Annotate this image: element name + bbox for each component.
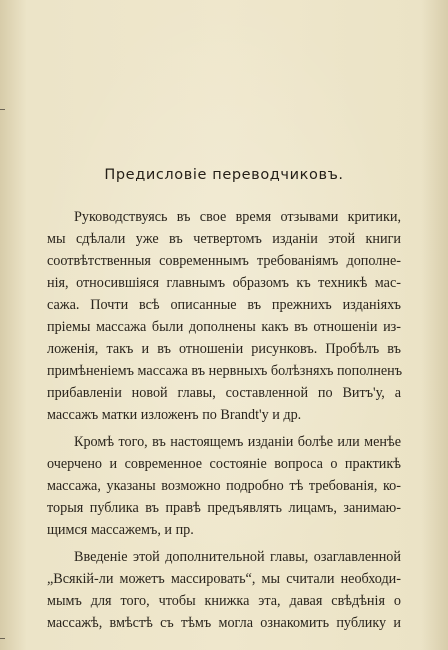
text-line: мы сдѣлали уже въ четвертомъ изданіи этой книги — [47, 231, 401, 247]
text-line: ложенія, такъ и въ отношеніи рисунковъ. Пробѣлъ въ — [47, 341, 401, 357]
margin-mark — [0, 109, 5, 110]
text-line: очерчено и современное состояніе вопроса о практикѣ — [47, 456, 401, 472]
text-line: массажа, указаны возможно подробно тѣ требованія, ко- — [47, 478, 401, 494]
text-line: массажѣ, вмѣстѣ съ тѣмъ могла ознакомить публику и — [47, 615, 401, 631]
text-line: Введеніе этой дополнительной главы, озаглавленной — [74, 549, 401, 565]
text-line: торыя публика въ правѣ предъявлять лицамъ, занимаю- — [47, 500, 401, 516]
text-line: Руководствуясь въ свое время отзывами критики, — [74, 209, 401, 225]
section-title: Предисловіе переводчиковъ. — [104, 167, 344, 183]
text-line: пріемы массажа были дополнены какъ въ отношеніи из- — [47, 319, 401, 335]
text-line: Кромѣ того, въ настоящемъ изданіи болѣе или менѣе — [74, 434, 401, 450]
text-line: „Всякій-ли можетъ массировать“, мы считали необходи- — [47, 571, 401, 587]
margin-mark — [0, 638, 5, 639]
text-line: соотвѣтственныя современнымъ требованіямъ дополне- — [47, 253, 401, 269]
text-line: примѣненіемъ массажа въ нервныхъ болѣзняхъ пополненъ — [47, 363, 403, 379]
text-line: массажъ матки изложенъ по Brandt'у и др. — [47, 407, 302, 423]
text-line: прибавленіи новой главы, составленной по Витъ'у, а — [47, 385, 401, 401]
text-line: щимся массажемъ, и пр. — [47, 522, 194, 538]
text-line: сажа. Почти всѣ описанные въ прежнихъ изданіяхъ — [47, 297, 401, 313]
text-line: мымъ для того, чтобы книжка эта, давая свѣдѣнія о — [47, 593, 401, 609]
text-line: нія, относившіяся главнымъ образомъ къ техникѣ мас- — [47, 275, 401, 291]
